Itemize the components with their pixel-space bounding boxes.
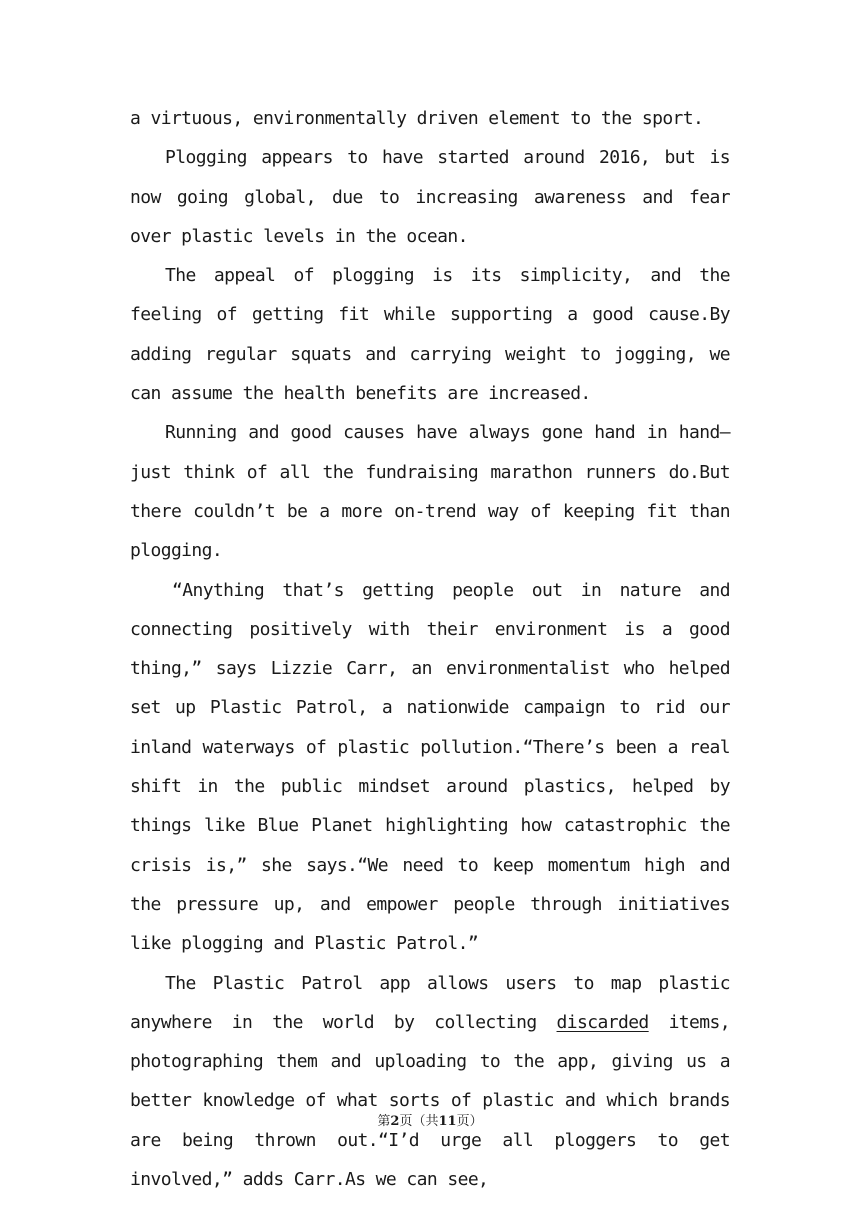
paragraph-plogging-origin: Plogging appears to have started around 2016, but is now going global, due to increasing awareness and fear over plastic levels in the ocean. [130, 147, 730, 247]
page-footer [0, 1110, 860, 1129]
footer-prefix: 第 [377, 1114, 391, 1129]
footer-page-number: 2 [390, 1114, 400, 1129]
article-body [130, 99, 730, 1199]
app-text-before: The Plastic Patrol app allows users to map plastic anywhere in the world by collecting [130, 972, 730, 1033]
paragraph-continuation: a virtuous, environmentally driven element to the sport. [130, 108, 704, 129]
paragraph-lizzie-carr-quote: “Anything that’s getting people out in nature and connecting positively with their environment is a good thing,” says Lizzie Carr, an environmentalist who helped set up Plastic Patrol, a nationwide campaign to rid our inland waterways of plastic pollution.“There’s been a real shift in the public mindset around plastics, helped by things like Blue Planet highlighting how catastrophic the crisis is,” she says.“We need to keep momentum high and the pressure up, and empower people through initiatives like plogging and Plastic Patrol.” [130, 579, 730, 955]
paragraph-plastic-patrol-app [130, 964, 730, 1200]
paragraph-running-causes: Running and good causes have always gone hand in hand—just think of all the fundraising marathon runners do.But there couldn’t be a more on-trend way of keeping fit than plogging. [130, 422, 730, 562]
footer-suffix: 页） [456, 1114, 483, 1129]
app-text-after: items, photographing them and uploading to the app, giving us a better knowledge of what sorts of plastic and which brands are being thrown out.“I’d urge all ploggers to get involved,” adds Carr.As we can see, [130, 1011, 730, 1191]
underlined-word: discarded [556, 1011, 649, 1033]
footer-middle: 页（共 [399, 1114, 439, 1129]
footer-total-pages: 11 [438, 1114, 457, 1129]
paragraph-plogging-appeal: The appeal of plogging is its simplicity, and the feeling of getting fit while supporting a good cause.By adding regular squats and carrying weight to jogging, we can assume the health benefits are increased. [130, 265, 730, 405]
